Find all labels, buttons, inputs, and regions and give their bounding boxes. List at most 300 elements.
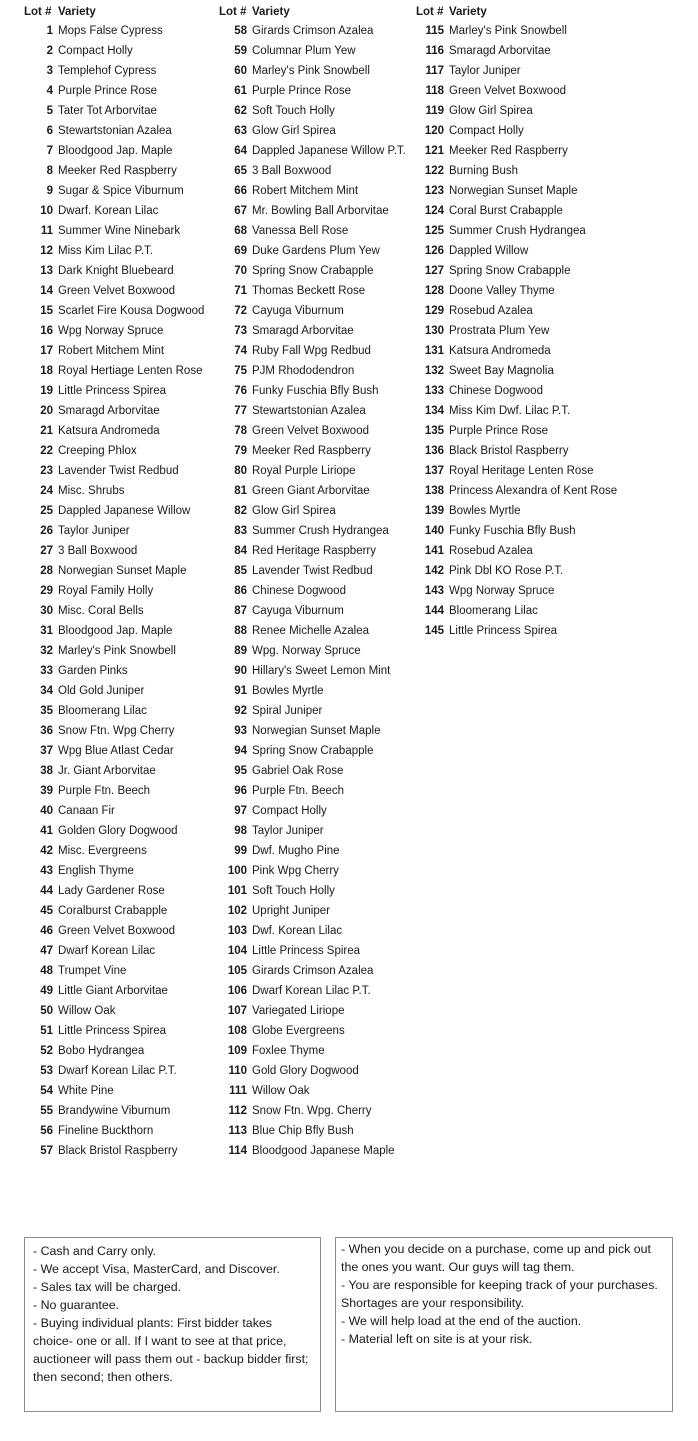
- lot-number: 10: [40, 205, 53, 217]
- lot-row: [24, 821, 219, 841]
- lot-number: 64: [234, 145, 247, 157]
- lot-number: 96: [234, 785, 247, 797]
- variety-name: Sugar & Spice Viburnum: [58, 185, 184, 197]
- lot-number: 44: [40, 885, 53, 897]
- variety-name: Cayuga Viburnum: [252, 305, 344, 317]
- lot-number: 38: [40, 765, 53, 777]
- lot-row: [219, 1121, 415, 1141]
- variety-name: Soft Touch Holly: [252, 105, 335, 117]
- lot-row: [219, 1001, 415, 1021]
- lot-number: 144: [424, 605, 444, 617]
- variety-name: Girards Crimson Azalea: [252, 965, 374, 977]
- lot-rows: [24, 21, 219, 1161]
- variety-name: Taylor Juniper: [449, 65, 521, 77]
- variety-name: Hillary's Sweet Lemon Mint: [252, 665, 391, 677]
- lot-number: 123: [424, 185, 444, 197]
- lot-row: [24, 961, 219, 981]
- lot-number: 130: [424, 325, 444, 337]
- variety-name: Rosebud Azalea: [449, 545, 533, 557]
- lot-row: [219, 881, 415, 901]
- variety-name: Black Bristol Raspberry: [58, 1145, 178, 1157]
- lot-row: [416, 161, 686, 181]
- variety-name: Snow Ftn. Wpg Cherry: [58, 725, 175, 737]
- lot-row: [219, 81, 415, 101]
- lot-row: [219, 541, 415, 561]
- variety-name: Bloomerang Lilac: [449, 605, 538, 617]
- variety-name: Norwegian Sunset Maple: [252, 725, 381, 737]
- lot-number: 133: [424, 385, 444, 397]
- lot-row: [219, 1141, 415, 1161]
- variety-name: Norwegian Sunset Maple: [58, 565, 187, 577]
- variety-name: Dark Knight Bluebeard: [58, 265, 174, 277]
- variety-name: Dappled Willow: [449, 245, 529, 257]
- variety-name: Green Velvet Boxwood: [252, 425, 369, 437]
- lot-number: 141: [424, 545, 444, 557]
- lot-row: [219, 1021, 415, 1041]
- lot-number: 137: [424, 465, 444, 477]
- variety-name: Robert Mitchem Mint: [58, 345, 165, 357]
- lot-number: 17: [40, 345, 53, 357]
- lot-row: [24, 381, 219, 401]
- variety-name: Dwf. Mugho Pine: [252, 845, 340, 857]
- column-header: [416, 4, 686, 21]
- lot-number: 80: [234, 465, 247, 477]
- lot-row: [24, 921, 219, 941]
- lot-row: [219, 21, 415, 41]
- variety-name: Lavender Twist Redbud: [58, 465, 179, 477]
- lot-row: [416, 41, 686, 61]
- variety-name: Columnar Plum Yew: [252, 45, 356, 57]
- lot-column-1: [24, 4, 219, 1161]
- variety-name: Dappled Japanese Willow P.T.: [252, 145, 406, 157]
- lot-row: [24, 741, 219, 761]
- lot-number: 63: [234, 125, 247, 137]
- variety-name: 3 Ball Boxwood: [252, 165, 332, 177]
- variety-name: Doone Valley Thyme: [449, 285, 555, 297]
- lot-number: 15: [40, 305, 53, 317]
- lot-number: 106: [227, 985, 247, 997]
- variety-name: Green Velvet Boxwood: [58, 925, 175, 937]
- lot-row: [219, 581, 415, 601]
- variety-name: Templehof Cypress: [58, 65, 157, 77]
- lot-number: 32: [40, 645, 53, 657]
- lot-row: [24, 181, 219, 201]
- variety-name: Tater Tot Arborvitae: [58, 105, 157, 117]
- lot-number: 97: [234, 805, 247, 817]
- lot-number: 75: [234, 365, 247, 377]
- lot-number: 92: [234, 705, 247, 717]
- lot-number: 7: [46, 145, 53, 157]
- lot-row: [219, 921, 415, 941]
- lot-number: 134: [424, 405, 444, 417]
- lot-row: [416, 381, 686, 401]
- variety-name: Variegated Liriope: [252, 1005, 345, 1017]
- variety-name: Purple Ftn. Beech: [58, 785, 151, 797]
- lot-number: 11: [40, 225, 53, 237]
- lot-row: [24, 261, 219, 281]
- variety-name: Purple Prince Rose: [449, 425, 549, 437]
- variety-name: Prostrata Plum Yew: [449, 325, 550, 337]
- lot-row: [219, 401, 415, 421]
- variety-name: Lady Gardener Rose: [58, 885, 165, 897]
- lot-row: [24, 121, 219, 141]
- lot-number: 102: [227, 905, 247, 917]
- lot-row: [219, 141, 415, 161]
- lot-row: [219, 421, 415, 441]
- variety-name: Princess Alexandra of Kent Rose: [449, 485, 618, 497]
- variety-name: Purple Prince Rose: [252, 85, 352, 97]
- lot-row: [416, 301, 686, 321]
- lot-row: [219, 461, 415, 481]
- variety-name: Stewartstonian Azalea: [252, 405, 366, 417]
- lot-row: [219, 941, 415, 961]
- lot-row: [24, 1141, 219, 1161]
- lot-row: [24, 81, 219, 101]
- lot-row: [24, 141, 219, 161]
- lot-number: 131: [424, 345, 444, 357]
- lot-number: 129: [424, 305, 444, 317]
- lot-number: 91: [234, 685, 247, 697]
- lot-row: [219, 901, 415, 921]
- lot-row: [24, 981, 219, 1001]
- lot-number: 107: [227, 1005, 247, 1017]
- lot-column-3: [416, 4, 686, 641]
- notice-line: - We will help load at the end of the auction.: [341, 1314, 582, 1328]
- lot-row: [24, 881, 219, 901]
- lot-row: [24, 1061, 219, 1081]
- variety-name: Wpg Norway Spruce: [449, 585, 555, 597]
- variety-name: Bloodgood Jap. Maple: [58, 145, 173, 157]
- lot-number: 24: [40, 485, 53, 497]
- lot-number: 140: [424, 525, 444, 537]
- lot-number: 47: [40, 945, 53, 957]
- lot-row: [24, 541, 219, 561]
- lot-number: 70: [234, 265, 247, 277]
- variety-name: Dwf. Korean Lilac: [252, 925, 343, 937]
- lot-number: 66: [234, 185, 247, 197]
- lot-number: 135: [424, 425, 444, 437]
- lot-row: [416, 481, 686, 501]
- lot-number: 81: [234, 485, 247, 497]
- lot-number: 56: [40, 1125, 53, 1137]
- lot-number: 94: [234, 745, 247, 757]
- variety-name: Bloodgood Jap. Maple: [58, 625, 173, 637]
- lot-number: 57: [40, 1145, 53, 1157]
- lot-row: [219, 841, 415, 861]
- notice-line: - We accept Visa, MasterCard, and Discover.: [33, 1262, 280, 1276]
- variety-name: Misc. Evergreens: [58, 845, 147, 857]
- variety-name: Girards Crimson Azalea: [252, 25, 374, 37]
- lot-number: 45: [40, 905, 53, 917]
- lot-number: 73: [234, 325, 247, 337]
- variety-name: Compact Holly: [449, 125, 524, 137]
- lot-number: 142: [424, 565, 444, 577]
- lot-row: [416, 101, 686, 121]
- lot-row: [24, 41, 219, 61]
- lot-number: 18: [40, 365, 53, 377]
- lot-number: 128: [424, 285, 444, 297]
- lot-row: [219, 741, 415, 761]
- lot-number: 101: [227, 885, 247, 897]
- lot-number: 52: [40, 1045, 53, 1057]
- lot-row: [416, 441, 686, 461]
- lot-row: [219, 341, 415, 361]
- lot-row: [416, 421, 686, 441]
- lot-row: [219, 521, 415, 541]
- lot-header: Lot #: [24, 6, 52, 18]
- variety-name: Dappled Japanese Willow: [58, 505, 191, 517]
- variety-name: Ruby Fall Wpg Redbud: [252, 345, 371, 357]
- variety-name: Brandywine Viburnum: [58, 1105, 171, 1117]
- lot-row: [24, 841, 219, 861]
- lot-row: [24, 461, 219, 481]
- lot-row: [219, 1061, 415, 1081]
- lot-row: [24, 481, 219, 501]
- variety-name: Meeker Red Raspberry: [58, 165, 177, 177]
- lot-number: 48: [40, 965, 53, 977]
- lot-row: [219, 201, 415, 221]
- lot-number: 87: [234, 605, 247, 617]
- variety-name: Royal Purple Liriope: [252, 465, 356, 477]
- lot-number: 78: [234, 425, 247, 437]
- lot-row: [219, 821, 415, 841]
- lot-number: 6: [46, 125, 53, 137]
- variety-name: 3 Ball Boxwood: [58, 545, 138, 557]
- lot-row: [24, 701, 219, 721]
- variety-name: Little Princess Spirea: [252, 945, 361, 957]
- lot-number: 124: [424, 205, 444, 217]
- variety-name: Taylor Juniper: [252, 825, 324, 837]
- variety-name: Smaragd Arborvitae: [449, 45, 551, 57]
- lot-number: 99: [234, 845, 247, 857]
- variety-name: Glow Girl Spirea: [252, 125, 336, 137]
- lot-number: 62: [234, 105, 247, 117]
- variety-name: Misc. Coral Bells: [58, 605, 144, 617]
- variety-name: Summer Crush Hydrangea: [449, 225, 586, 237]
- variety-name: Dwarf Korean Lilac P.T.: [58, 1065, 177, 1077]
- lot-number: 108: [227, 1025, 247, 1037]
- variety-name: Thomas Beckett Rose: [252, 285, 366, 297]
- variety-name: Willow Oak: [58, 1005, 116, 1017]
- lot-row: [416, 181, 686, 201]
- variety-name: Little Princess Spirea: [449, 625, 558, 637]
- lot-row: [219, 381, 415, 401]
- lot-number: 49: [40, 985, 53, 997]
- variety-name: Royal Heritage Lenten Rose: [449, 465, 594, 477]
- lot-row: [24, 361, 219, 381]
- lot-row: [24, 61, 219, 81]
- lot-rows: [219, 21, 415, 1161]
- lot-number: 112: [228, 1105, 247, 1117]
- lot-row: [416, 361, 686, 381]
- notice-line: - Sales tax will be charged.: [33, 1280, 182, 1294]
- variety-name: Sweet Bay Magnolia: [449, 365, 554, 377]
- lot-row: [24, 661, 219, 681]
- lot-row: [24, 421, 219, 441]
- variety-name: Glow Girl Spirea: [252, 505, 336, 517]
- lot-row: [416, 221, 686, 241]
- lot-row: [219, 1041, 415, 1061]
- lot-number: 117: [425, 65, 444, 77]
- lot-row: [219, 241, 415, 261]
- variety-name: Soft Touch Holly: [252, 885, 335, 897]
- variety-name: Coralburst Crabapple: [58, 905, 168, 917]
- variety-name: Misc. Shrubs: [58, 485, 125, 497]
- variety-name: Norwegian Sunset Maple: [449, 185, 578, 197]
- variety-name: Green Giant Arborvitae: [252, 485, 370, 497]
- variety-name: Summer Crush Hydrangea: [252, 525, 389, 537]
- lot-number: 40: [40, 805, 53, 817]
- variety-name: Creeping Phlox: [58, 445, 137, 457]
- lot-number: 88: [234, 625, 247, 637]
- lot-row: [219, 641, 415, 661]
- lot-row: [416, 601, 686, 621]
- lot-row: [24, 1121, 219, 1141]
- variety-name: Smaragd Arborvitae: [252, 325, 354, 337]
- lot-row: [219, 321, 415, 341]
- variety-name: Dwarf. Korean Lilac: [58, 205, 159, 217]
- lot-row: [24, 401, 219, 421]
- lot-row: [24, 941, 219, 961]
- lot-number: 30: [40, 605, 53, 617]
- lot-number: 22: [40, 445, 53, 457]
- lot-row: [416, 521, 686, 541]
- variety-name: Lavender Twist Redbud: [252, 565, 373, 577]
- lot-row: [219, 161, 415, 181]
- lot-row: [219, 501, 415, 521]
- variety-name: Golden Glory Dogwood: [58, 825, 178, 837]
- lot-number: 37: [40, 745, 53, 757]
- lot-row: [24, 601, 219, 621]
- column-header: [219, 4, 415, 21]
- lot-row: [219, 721, 415, 741]
- lot-row: [416, 401, 686, 421]
- lot-row: [219, 661, 415, 681]
- lot-number: 16: [40, 325, 53, 337]
- lot-number: 115: [425, 25, 444, 37]
- lot-row: [24, 781, 219, 801]
- lot-row: [219, 961, 415, 981]
- lot-number: 19: [40, 385, 53, 397]
- lot-number: 69: [234, 245, 247, 257]
- lot-number: 113: [228, 1125, 247, 1137]
- lot-number: 114: [228, 1145, 247, 1157]
- lot-number: 84: [234, 545, 247, 557]
- lot-number: 65: [234, 165, 247, 177]
- lot-row: [24, 321, 219, 341]
- variety-name: Miss Kim Dwf. Lilac P.T.: [449, 405, 571, 417]
- variety-name: Marley's Pink Snowbell: [252, 65, 370, 77]
- lot-number: 59: [234, 45, 247, 57]
- lot-row: [24, 441, 219, 461]
- variety-name: Vanessa Bell Rose: [252, 225, 349, 237]
- lot-number: 25: [40, 505, 53, 517]
- variety-name: Upright Juniper: [252, 905, 330, 917]
- lot-number: 41: [40, 825, 53, 837]
- lot-row: [416, 321, 686, 341]
- lot-number: 126: [424, 245, 444, 257]
- lot-row: [24, 1001, 219, 1021]
- lot-row: [219, 981, 415, 1001]
- lot-number: 13: [40, 265, 53, 277]
- lot-row: [416, 121, 686, 141]
- lot-row: [219, 621, 415, 641]
- lot-number: 118: [425, 85, 444, 97]
- lot-number: 46: [40, 925, 53, 937]
- lot-number: 82: [234, 505, 247, 517]
- lot-number: 109: [227, 1045, 247, 1057]
- lot-number: 34: [40, 685, 53, 697]
- variety-name: Chinese Dogwood: [252, 585, 346, 597]
- lot-number: 12: [40, 245, 53, 257]
- lot-row: [219, 861, 415, 881]
- variety-name: Wpg. Norway Spruce: [252, 645, 361, 657]
- variety-name: Robert Mitchem Mint: [252, 185, 359, 197]
- lot-row: [219, 601, 415, 621]
- lot-column-2: [219, 4, 415, 1161]
- lot-row: [416, 61, 686, 81]
- lot-number: 2: [46, 45, 53, 57]
- variety-name: Garden Pinks: [58, 665, 128, 677]
- variety-name: Willow Oak: [252, 1085, 310, 1097]
- variety-name: Summer Wine Ninebark: [58, 225, 181, 237]
- variety-name: Green Velvet Boxwood: [449, 85, 566, 97]
- variety-name: Scarlet Fire Kousa Dogwood: [58, 305, 205, 317]
- lot-number: 120: [424, 125, 444, 137]
- variety-name: Miss Kim Lilac P.T.: [58, 245, 154, 257]
- variety-name: Taylor Juniper: [58, 525, 130, 537]
- variety-name: Dwarf Korean Lilac P.T.: [252, 985, 371, 997]
- lot-row: [219, 261, 415, 281]
- lot-number: 8: [46, 165, 53, 177]
- lot-number: 98: [234, 825, 247, 837]
- variety-name: Duke Gardens Plum Yew: [252, 245, 380, 257]
- variety-name: Black Bristol Raspberry: [449, 445, 569, 457]
- lot-row: [219, 221, 415, 241]
- lot-number: 60: [234, 65, 247, 77]
- lot-number: 105: [227, 965, 247, 977]
- lot-row: [24, 681, 219, 701]
- lot-row: [219, 101, 415, 121]
- lot-row: [416, 201, 686, 221]
- variety-name: Wpg Norway Spruce: [58, 325, 164, 337]
- variety-name: Gabriel Oak Rose: [252, 765, 344, 777]
- lot-number: 61: [234, 85, 247, 97]
- lot-row: [24, 281, 219, 301]
- lot-row: [416, 501, 686, 521]
- variety-name: Blue Chip Bfly Bush: [252, 1125, 354, 1137]
- lot-row: [219, 181, 415, 201]
- lot-row: [24, 241, 219, 261]
- lot-number: 58: [234, 25, 247, 37]
- lot-number: 77: [234, 405, 247, 417]
- variety-name: Bobo Hydrangea: [58, 1045, 145, 1057]
- variety-name: Purple Ftn. Beech: [252, 785, 345, 797]
- lot-number: 35: [40, 705, 53, 717]
- lot-row: [416, 581, 686, 601]
- lot-number: 14: [40, 285, 53, 297]
- variety-header: Variety: [58, 6, 96, 18]
- lot-number: 39: [40, 785, 53, 797]
- lot-row: [24, 201, 219, 221]
- lot-row: [416, 141, 686, 161]
- variety-header: Variety: [252, 6, 290, 18]
- lot-number: 76: [234, 385, 247, 397]
- variety-name: Red Heritage Raspberry: [252, 545, 377, 557]
- lot-number: 132: [424, 365, 444, 377]
- lot-row: [219, 761, 415, 781]
- variety-name: Pink Dbl KO Rose P.T.: [449, 565, 564, 577]
